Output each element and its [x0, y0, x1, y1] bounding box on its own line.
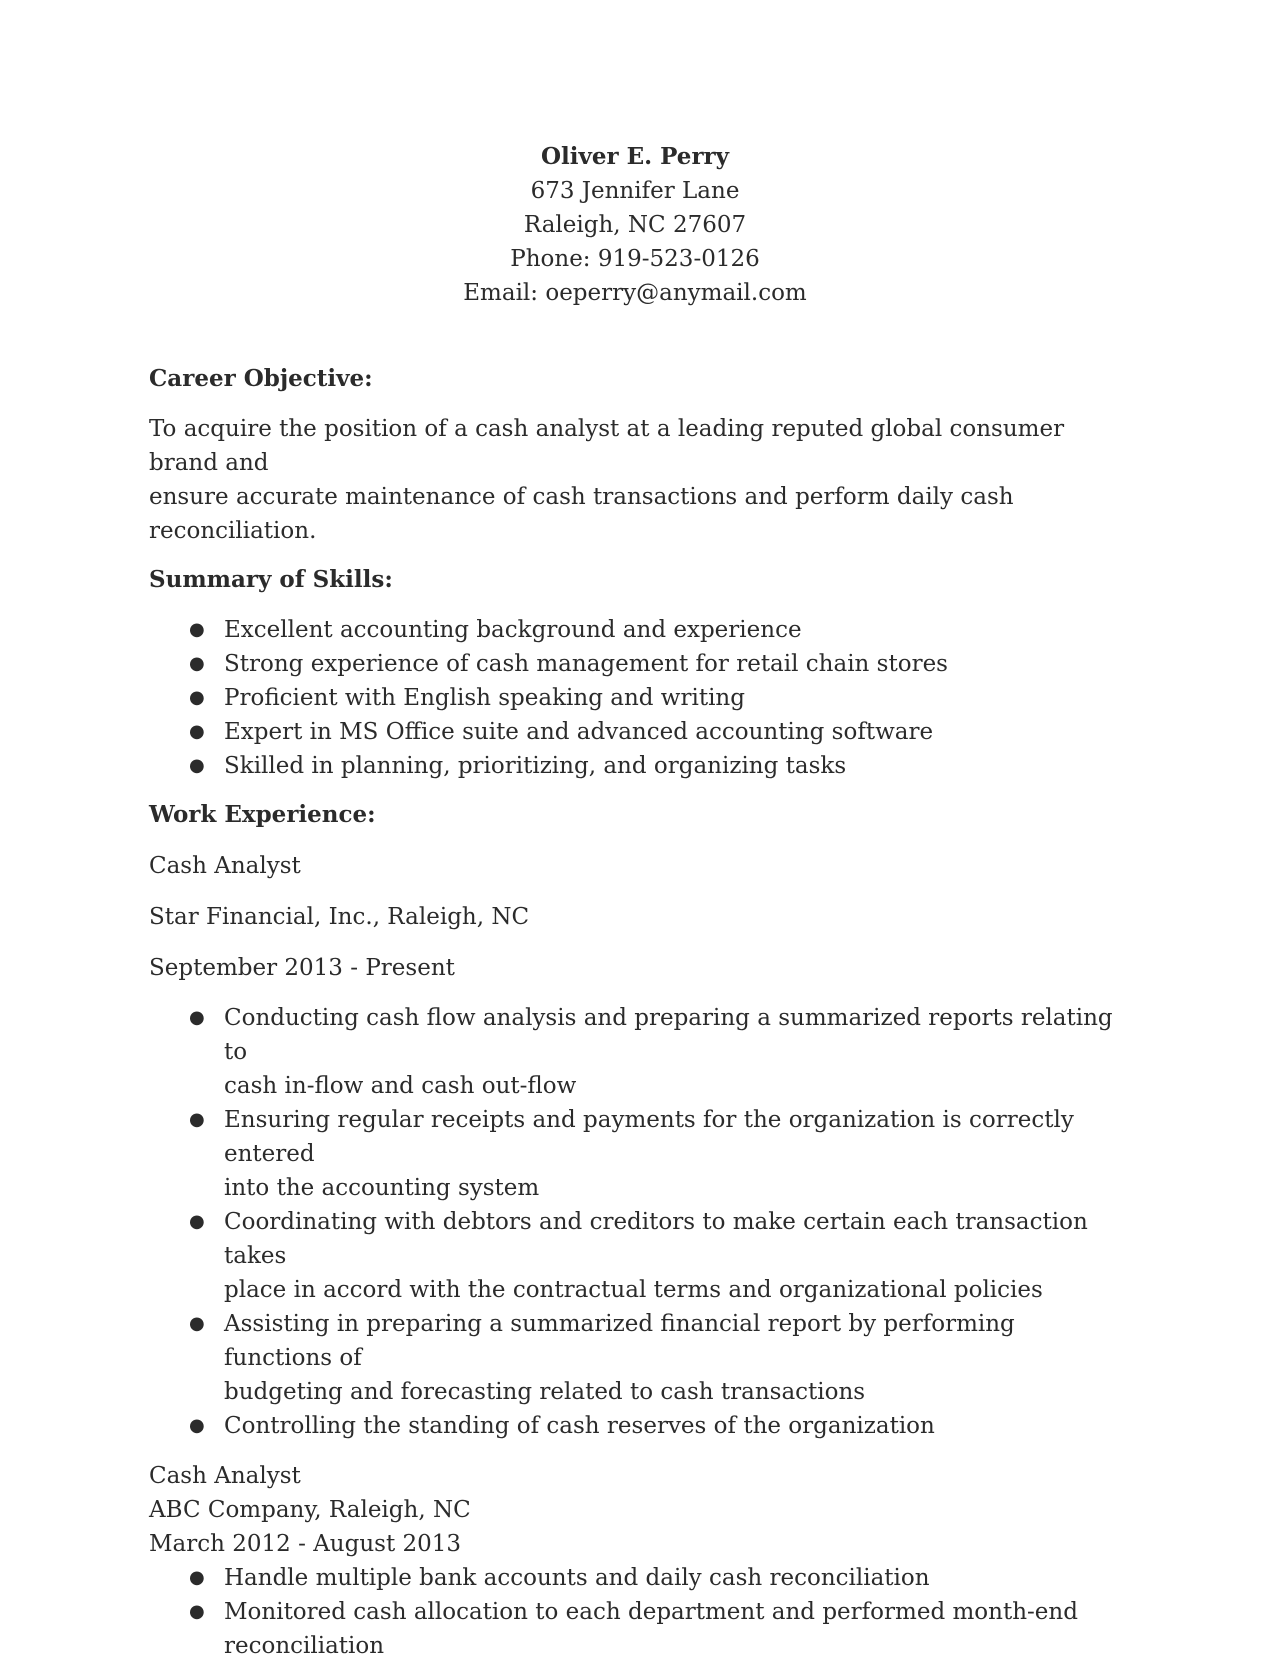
contact-header [149, 140, 1121, 310]
duty-line: Ensuring regular receipts and payments for the organization is correctly entered [224, 1107, 1074, 1167]
resume-content [149, 140, 1129, 1663]
skill-item [149, 647, 1129, 681]
duty-line: place in accord with the contractual terms and organizational policies [224, 1277, 1043, 1303]
duty-line: Monitored cash allocation to each department and performed month-end [224, 1599, 1078, 1625]
skills-list [149, 613, 1129, 783]
bullet-icon: ● [189, 721, 205, 742]
duty-line: Controlling the standing of cash reserves of the organization [224, 1413, 935, 1439]
skill-text: Skilled in planning, prioritizing, and organizing tasks [224, 753, 847, 779]
job-company: Star Financial, Inc., Raleigh, NC [149, 904, 530, 930]
job-role: Cash Analyst [149, 853, 301, 879]
skills-heading: Summary of Skills: [149, 566, 393, 593]
skill-text: Excellent accounting background and experience [224, 617, 802, 643]
skill-text: Strong experience of cash management for retail chain stores [224, 651, 948, 677]
skill-item [149, 613, 1129, 647]
duty-item [149, 1595, 1129, 1663]
email-line: Email: oeperry@anymail.com [463, 280, 807, 306]
duty-line: cash in-flow and cash out-flow [224, 1073, 577, 1099]
job-dates: March 2012 - August 2013 [149, 1531, 462, 1557]
bullet-icon: ● [189, 1109, 205, 1130]
objective-line: To acquire the position of a cash analyst at a leading reputed global consumer brand and [149, 416, 1065, 476]
job-role: Cash Analyst [149, 1463, 301, 1489]
bullet-icon: ● [189, 1007, 205, 1028]
objective-text [149, 412, 1129, 548]
duty-line: Assisting in preparing a summarized financial report by performing functions of [224, 1311, 1015, 1371]
bullet-icon: ● [189, 653, 205, 674]
job-dates: September 2013 - Present [149, 955, 455, 981]
job-duties-list [149, 1001, 1129, 1443]
skill-item [149, 715, 1129, 749]
address-line-1: 673 Jennifer Lane [530, 178, 740, 204]
skill-item [149, 749, 1129, 783]
duty-line: Handle multiple bank accounts and daily cash reconciliation [224, 1565, 930, 1591]
skill-item [149, 681, 1129, 715]
bullet-icon: ● [189, 1567, 205, 1588]
duty-item [149, 1205, 1129, 1307]
duty-item [149, 1103, 1129, 1205]
bullet-icon: ● [189, 1601, 205, 1622]
skill-text: Proficient with English speaking and writing [224, 685, 745, 711]
job-company: ABC Company, Raleigh, NC [149, 1497, 471, 1523]
bullet-icon: ● [189, 1313, 205, 1334]
duty-line: Conducting cash flow analysis and preparing a summarized reports relating to [224, 1005, 1113, 1065]
duty-item [149, 1561, 1129, 1595]
work-heading: Work Experience: [149, 801, 376, 828]
bullet-icon: ● [189, 687, 205, 708]
phone-line: Phone: 919-523-0126 [510, 246, 760, 272]
bullet-icon: ● [189, 619, 205, 640]
duty-line: reconciliation [224, 1633, 385, 1659]
job-duties-list [149, 1561, 1129, 1663]
duty-line: into the accounting system [224, 1175, 540, 1201]
candidate-name: Oliver E. Perry [540, 143, 730, 170]
bullet-icon: ● [189, 1415, 205, 1436]
duty-line: Coordinating with debtors and creditors to make certain each transaction takes [224, 1209, 1088, 1269]
objective-line: ensure accurate maintenance of cash transactions and perform daily cash reconciliation. [149, 484, 1014, 544]
bullet-icon: ● [189, 1211, 205, 1232]
duty-line: budgeting and forecasting related to cash transactions [224, 1379, 866, 1405]
duty-item [149, 1307, 1129, 1409]
skill-text: Expert in MS Office suite and advanced accounting software [224, 719, 934, 745]
bullet-icon: ● [189, 755, 205, 776]
duty-item [149, 1001, 1129, 1103]
duty-item [149, 1409, 1129, 1443]
address-line-2: Raleigh, NC 27607 [523, 212, 747, 238]
objective-heading: Career Objective: [149, 365, 373, 392]
